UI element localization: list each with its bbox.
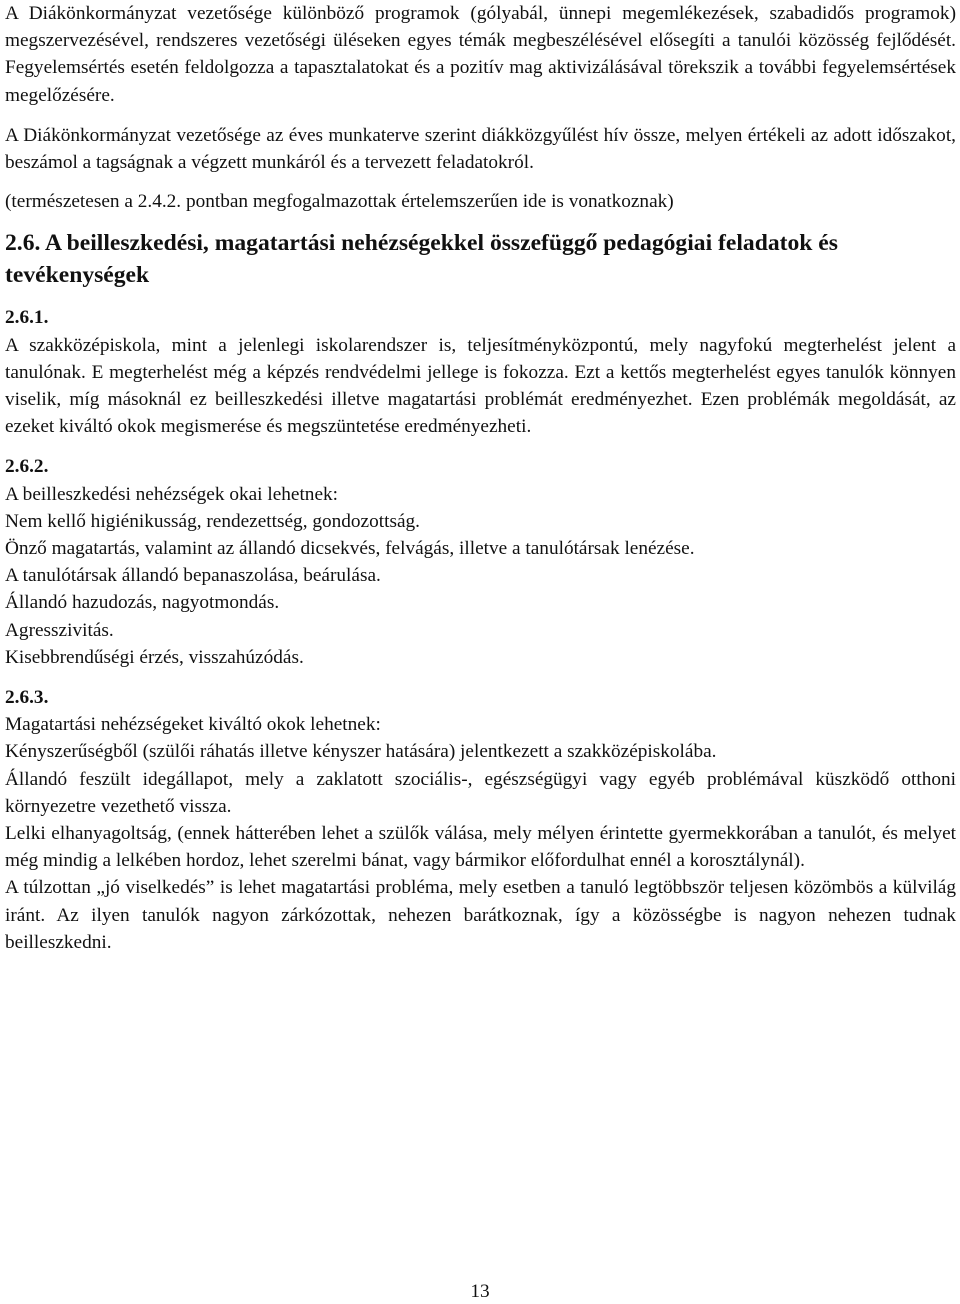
subsection-1-text: A szakközépiskola, mint a jelenlegi iskolarendszer is, teljesítményközpontú, mely nagyfokú megterhelést jelent a tanulónak. E megterhelést még a képzés rendvédelmi jellege is fokozza. Ezt a kettős megterhelést egyes tanulók könnyen viselik, míg másoknál ez beilleszkedési illetve magatartási problémát eredményezhet. Ezen problémák megoldását, az ezeket kiváltó okok megismerése és megszüntetése eredményezheti. bbox=[5, 334, 956, 438]
list-item: A túlzottan „jó viselkedés” is lehet magatartási probléma, mely esetben a tanuló legtöbbször teljesen közömbös a külvilág iránt. Az ilyen tanulók nagyon zárkózottak, nehezen barátkoznak, így a közösségbe is nagyon nehezen tudnak beilleszkedni. bbox=[5, 877, 956, 953]
intro-paragraph-3: (természetesen a 2.4.2. pontban megfogalmazottak értelemszerűen ide is vonatkoznak) bbox=[5, 191, 674, 213]
intro-paragraph-2: A Diákönkormányzat vezetősége az éves munkaterve szerint diákközgyűlést hív össze, melyen értékeli az adott időszakot, beszámol a tagságnak a végzett munkáról és a tervezett feladatokról. bbox=[5, 124, 956, 174]
list-item: Lelki elhanyagoltság, (ennek hátterében lehet a szülők válása, mely mélyen érintette gyermekkorában a tanulót, és melyet még mindig a lelkében hordoz, lehet szerelmi bánat, vagy bármikor előfordulhat ennél a korosztálynál). bbox=[5, 823, 956, 872]
subsection-2-number: 2.6.2. bbox=[5, 456, 49, 478]
subsection-1-number: 2.6.1. bbox=[5, 307, 49, 329]
list-item: Kisebbrendűségi érzés, visszahúzódás. bbox=[5, 646, 304, 668]
section-heading: 2.6. A beilleszkedési, magatartási nehézségekkel összefüggő pedagógiai feladatok és tevékenységek bbox=[5, 230, 838, 288]
document-page bbox=[5, 0, 956, 956]
subsection-3-number: 2.6.3. bbox=[5, 687, 49, 709]
subsection-3-intro: Magatartási nehézségeket kiváltó okok lehetnek: bbox=[5, 714, 381, 736]
subsection-2-intro: A beilleszkedési nehézségek okai lehetnek: bbox=[5, 483, 339, 505]
list-item: Kényszerűségből (szülői ráhatás illetve kényszer hatására) jelentkezett a szakközépiskolába. bbox=[5, 741, 717, 763]
list-item: Állandó hazudozás, nagyotmondás. bbox=[5, 592, 280, 614]
list-item: A tanulótársak állandó bepanaszolása, beárulása. bbox=[5, 565, 381, 587]
page-number: 13 bbox=[470, 1281, 490, 1302]
list-item: Önző magatartás, valamint az állandó dicsekvés, felvágás, illetve a tanulótársak lenézése. bbox=[5, 538, 695, 560]
intro-paragraph-1: A Diákönkormányzat vezetősége különböző programok (gólyabál, ünnepi megemlékezések, szabadidős programok) megszervezésével, rendszeres vezetőségi üléseken egyes témák megbeszélésével elősegíti a tanulói közösség fejlődését. Fegyelemsértés esetén feldolgozza a tapasztalatokat és a pozitív mag aktivizálásával törekszik a további fegyelemsértések megelőzésére. bbox=[5, 3, 956, 106]
list-item: Állandó feszült idegállapot, mely a zaklatott szociális-, egészségügyi vagy egyéb problémával küszködő otthoni környezetre vezethető vissza. bbox=[5, 768, 956, 817]
list-item: Nem kellő higiénikusság, rendezettség, gondozottság. bbox=[5, 510, 420, 532]
list-item: Agresszivitás. bbox=[5, 619, 114, 641]
